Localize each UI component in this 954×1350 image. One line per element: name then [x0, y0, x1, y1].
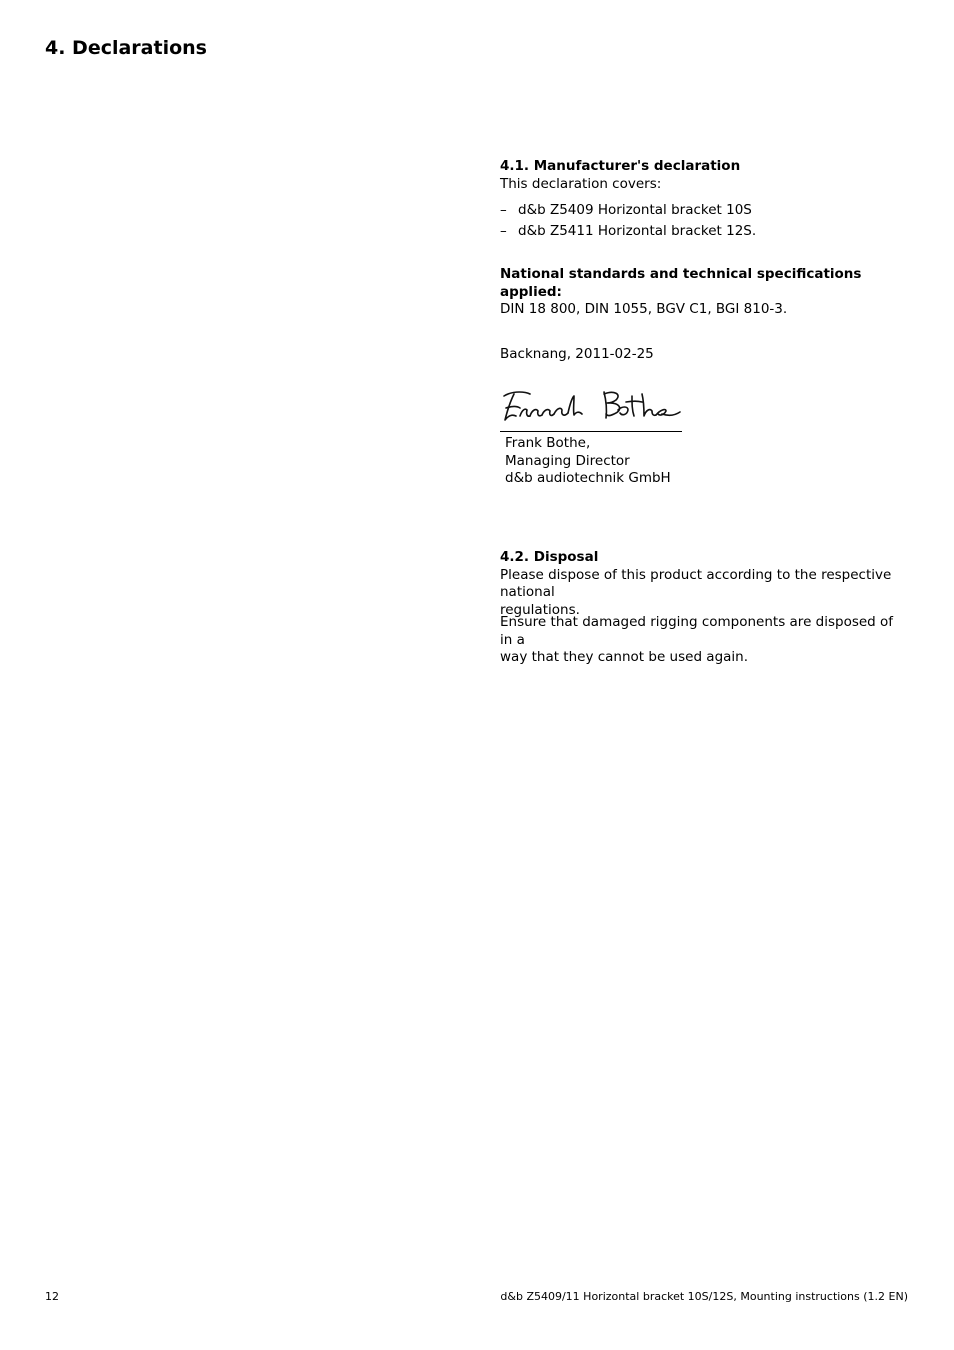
dash-bullet: – [500, 202, 507, 218]
signatory-company: d&b audiotechnik GmbH [505, 470, 671, 486]
disposal-heading: 4.2. Disposal [500, 549, 599, 565]
standards-text: DIN 18 800, DIN 1055, BGV C1, BGI 810-3. [500, 301, 788, 317]
signatory-name: Frank Bothe, [505, 435, 591, 451]
signatory-block [505, 435, 913, 488]
standards-heading-line1: National standards and technical specifications [500, 266, 862, 282]
standards-heading-line2: applied: [500, 283, 562, 300]
chapter-title: 4. Declarations [45, 37, 207, 59]
place-date-text: Backnang, 2011-02-25 [500, 346, 654, 362]
signature-image [500, 386, 682, 430]
standards-block [500, 266, 908, 319]
handwritten-signature [500, 386, 682, 430]
declaration-intro: This declaration covers: [500, 175, 662, 192]
list-item-text: d&b Z5411 Horizontal bracket 12S. [518, 222, 757, 239]
disposal-para1-line1: Please dispose of this product according to the respective national [500, 566, 892, 600]
place-date [500, 346, 908, 364]
list-item [500, 202, 908, 220]
disposal-para2 [500, 614, 908, 667]
disposal-para1-line2: regulations. [500, 601, 580, 618]
list-item-text: d&b Z5409 Horizontal bracket 10S [518, 202, 752, 218]
dash-bullet: – [500, 222, 507, 239]
signature-line [500, 431, 682, 432]
page-number: 12 [45, 1290, 59, 1303]
footer-doc-title: d&b Z5409/11 Horizontal bracket 10S/12S, Mounting instructions (1.2 EN) [500, 1290, 908, 1303]
disposal-section [500, 549, 908, 619]
signatory-title: Managing Director [505, 452, 630, 469]
list-item [500, 223, 908, 241]
disposal-para2-line1: Ensure that damaged rigging components are disposed of in a [500, 614, 894, 648]
disposal-para2-line2: way that they cannot be used again. [500, 649, 749, 665]
covered-products-list [500, 202, 908, 240]
manufacturer-declaration-section [500, 158, 908, 193]
manufacturer-declaration-heading: 4.1. Manufacturer's declaration [500, 158, 741, 174]
